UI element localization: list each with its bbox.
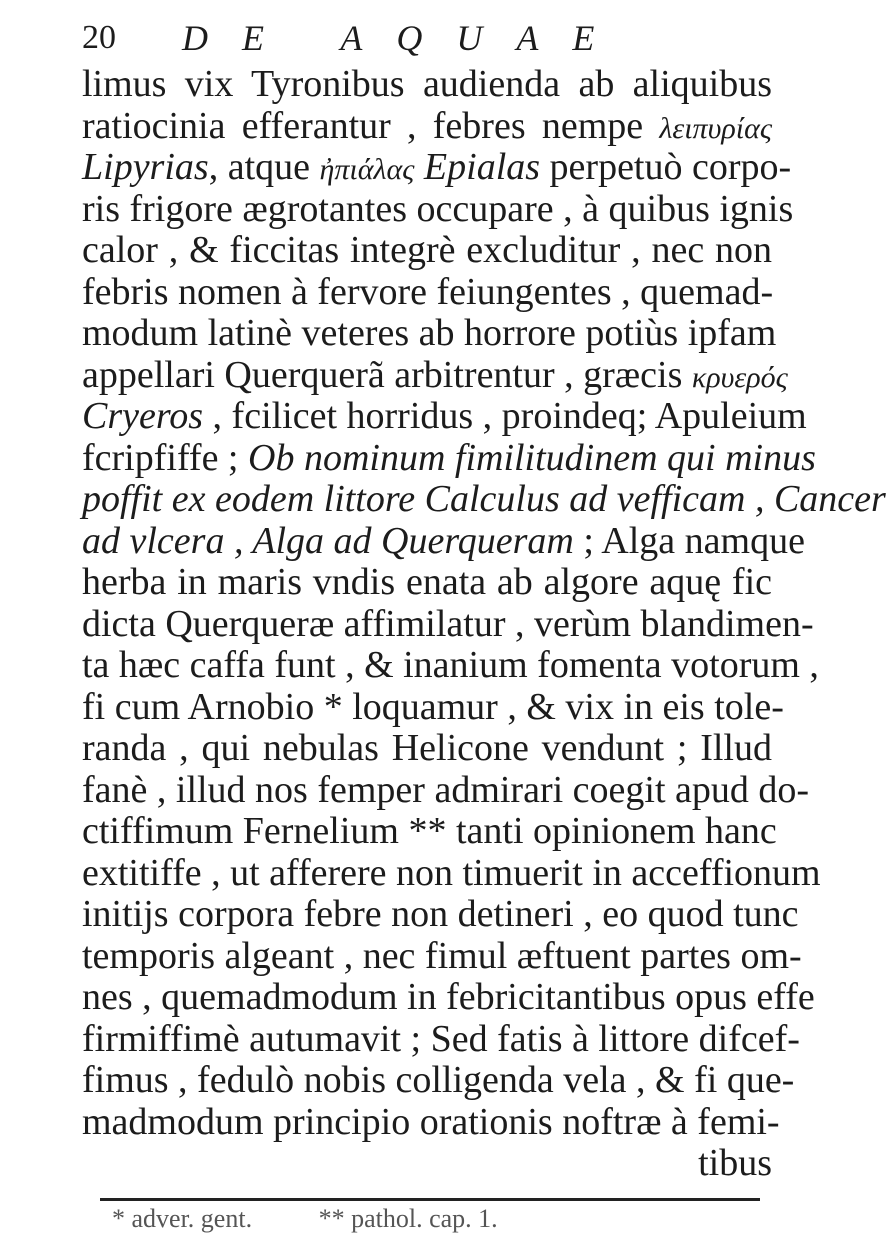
text-line — [82, 106, 772, 148]
text-segment: dicta Querqueræ affimilatur , verùm blandimen- — [82, 602, 814, 645]
text-line — [82, 602, 814, 646]
text-line — [82, 810, 777, 853]
body-text — [82, 63, 886, 1185]
page-header — [82, 8, 762, 68]
text-segment: limus vix Tyronibus audienda ab aliquibus — [82, 63, 772, 105]
text-segment: fi cum Arnobio * loquamur , & vix in eis tole- — [82, 685, 784, 728]
text-line — [82, 1059, 795, 1102]
text-line — [82, 893, 799, 936]
text-line — [82, 230, 772, 272]
text-segment: ratiocinia efferantur , febres nempe — [82, 104, 660, 147]
italic-text: ad vlcera , Alga ad Querqueram — [82, 519, 574, 562]
text-segment: fanè , illud nos femper admirari coegit apud do- — [82, 768, 810, 811]
text-line — [82, 353, 788, 397]
text-segment: appellari Querquerã arbitrentur , græcis — [82, 353, 692, 396]
text-segment: ; Alga namque — [573, 519, 805, 562]
text-segment: fcripfiffe ; — [82, 436, 248, 479]
text-segment: calor , & ficcitas integrè excluditur , nec non — [82, 229, 772, 271]
text-line — [82, 478, 886, 521]
text-line — [82, 146, 792, 189]
italic-text: Ob nominum fimilitudinem qui minus — [248, 436, 816, 479]
text-segment: extitiffe , ut afferere non timuerit in acceffionum — [82, 851, 821, 894]
text-line — [82, 272, 772, 314]
footnote-2: ** pathol. cap. 1. — [318, 1204, 498, 1233]
text-segment: , fcilicet horridus , proindeq; Apuleium — [203, 395, 807, 437]
text-segment: , atque — [208, 146, 320, 188]
text-line — [82, 187, 794, 231]
text-segment: tibus — [698, 1142, 772, 1184]
text-line — [82, 1100, 780, 1144]
text-line — [82, 644, 819, 687]
footnote-divider — [100, 1198, 760, 1201]
text-line — [82, 395, 807, 438]
page-number: 20 — [82, 19, 116, 56]
text-line — [82, 1143, 772, 1185]
text-line — [82, 934, 802, 978]
text-line — [82, 728, 772, 770]
text-line — [82, 519, 805, 563]
text-segment: perpetuò corpo- — [540, 146, 792, 188]
italic-text: Epialas — [423, 146, 541, 188]
text-segment: febris nomen à fervore feiungentes , quemad- — [82, 270, 774, 313]
text-line — [82, 1017, 800, 1061]
text-segment: ris frigore ægrotantes occupare , à quibus ignis — [82, 187, 794, 230]
greek-word: ἠπιάλας — [319, 153, 415, 186]
text-segment: firmiffimè autumavit ; Sed fatis à littore difcef- — [82, 1017, 800, 1060]
text-segment: initijs corpora febre non detineri , eo quod tunc — [82, 893, 799, 935]
running-head: DE AQUAE — [182, 18, 629, 58]
footnotes — [112, 1204, 558, 1234]
text-line — [82, 768, 810, 812]
text-segment: randa , qui nebulas Helicone vendunt ; Illud — [82, 727, 772, 769]
italic-text: Lipyrias — [82, 146, 209, 188]
text-segment: herba in maris vndis enata ab algore aquę fic — [82, 561, 772, 603]
text-segment: madmodum principio orationis noftræ à femi- — [82, 1100, 780, 1143]
text-line — [82, 562, 772, 604]
text-segment: ta hæc caffa funt , & inanium fomenta votorum , — [82, 644, 819, 686]
text-line — [82, 64, 772, 106]
footnote-1: * adver. gent. — [112, 1204, 253, 1233]
text-line — [82, 312, 777, 355]
text-segment: ctiffimum Fernelium ** tanti opinionem hanc — [82, 810, 777, 852]
text-line — [82, 436, 816, 480]
greek-word: κρυερός — [691, 360, 788, 394]
text-segment: modum latinè veteres ab horrore potiùs ipfam — [82, 312, 777, 354]
italic-text: Cryeros — [82, 395, 204, 437]
text-line — [82, 851, 821, 895]
italic-text: poffit ex eodem littore Calculus ad vefficam , Cancer — [82, 478, 886, 520]
text-segment: nes , quemadmodum in febricitantibus opus effe — [82, 976, 815, 1018]
text-segment: fimus , fedulò nobis colligenda vela , & fi que- — [82, 1059, 795, 1101]
greek-word: λειπυρίας — [659, 111, 772, 145]
text-line — [82, 976, 815, 1019]
text-segment — [414, 146, 424, 188]
text-segment: temporis algeant , nec fimul æftuent partes om- — [82, 934, 802, 977]
text-line — [82, 685, 784, 729]
